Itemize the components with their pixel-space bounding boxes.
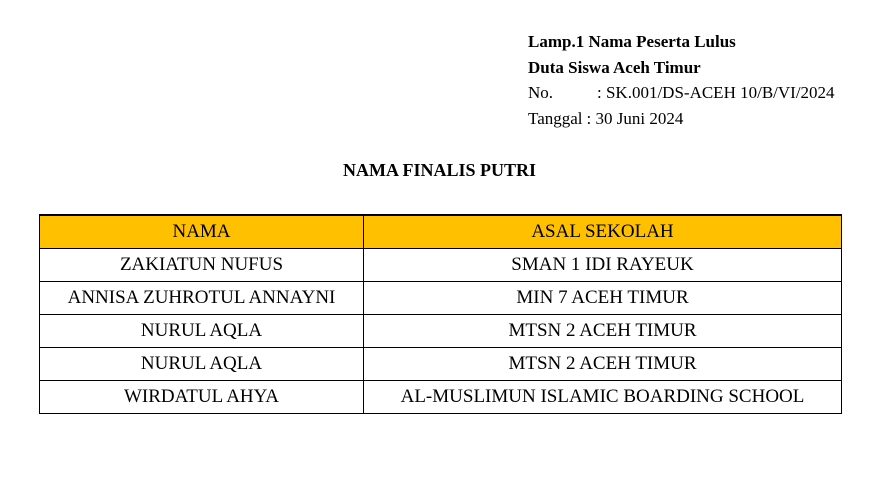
program-title: Duta Siswa Aceh Timur <box>528 57 701 77</box>
finalists-table <box>39 214 842 414</box>
decree-number-row <box>528 80 835 106</box>
cell-asal-sekolah: AL-MUSLIMUN ISLAMIC BOARDING SCHOOL <box>364 381 842 414</box>
date-value: : 30 Juni 2024 <box>586 108 684 128</box>
column-header-asal-sekolah: ASAL SEKOLAH <box>364 215 842 249</box>
cell-nama: WIRDATUL AHYA <box>40 381 364 414</box>
date-row <box>528 106 835 132</box>
decree-number-value: : SK.001/DS-ACEH 10/B/VI/2024 <box>597 83 835 102</box>
table-row <box>40 249 842 282</box>
cell-nama: ZAKIATUN NUFUS <box>40 249 364 282</box>
cell-nama: ANNISA ZUHROTUL ANNAYNI <box>40 282 364 315</box>
table-row <box>40 381 842 414</box>
cell-nama: NURUL AQLA <box>40 348 364 381</box>
attachment-title: Lamp.1 Nama Peserta Lulus <box>528 32 736 51</box>
table-row <box>40 282 842 315</box>
cell-asal-sekolah: MTSN 2 ACEH TIMUR <box>364 348 842 381</box>
document-header <box>528 29 835 131</box>
decree-number-label: No. <box>528 83 554 102</box>
table-row <box>40 348 842 381</box>
column-header-nama: NAMA <box>40 215 364 249</box>
date-label: Tanggal <box>528 108 583 128</box>
table-header-row <box>40 215 842 249</box>
cell-asal-sekolah: SMAN 1 IDI RAYEUK <box>364 249 842 282</box>
cell-asal-sekolah: MIN 7 ACEH TIMUR <box>364 282 842 315</box>
cell-asal-sekolah: MTSN 2 ACEH TIMUR <box>364 315 842 348</box>
cell-nama: NURUL AQLA <box>40 315 364 348</box>
page-title: NAMA FINALIS PUTRI <box>342 160 537 180</box>
table-row <box>40 315 842 348</box>
